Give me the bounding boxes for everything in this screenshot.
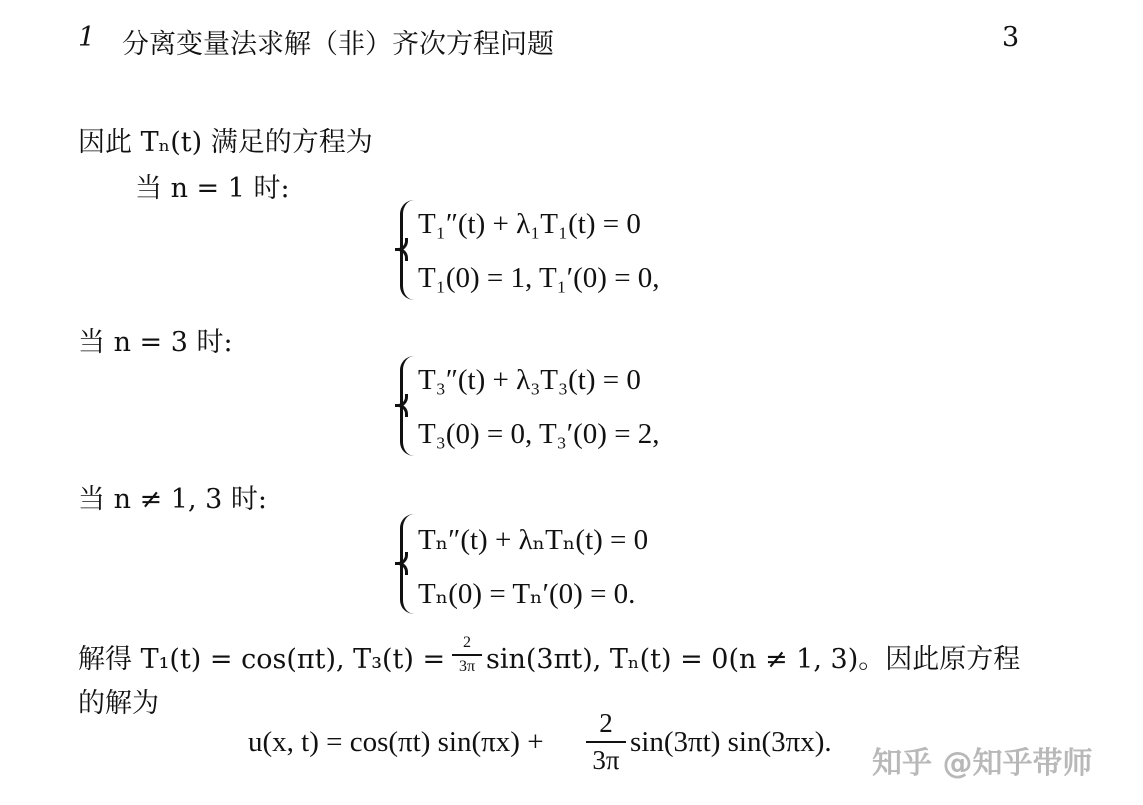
case1-eq2: T₁(0) = 1, T₁′(0) = 0, [418, 262, 660, 294]
solution-suffix: sin(3πt), Tₙ(t) = 0(n ≠ 1, 3)。因此原方程 [486, 644, 1021, 675]
watermark: 知乎 @知乎带师 [872, 746, 1093, 781]
case3-brace [400, 514, 417, 614]
case3-eq2: Tₙ(0) = Tₙ′(0) = 0. [418, 578, 636, 610]
case3-label: 当 n ≠ 1, 3 时: [78, 484, 267, 515]
section-number: 1 [78, 22, 96, 53]
case1-brace [400, 200, 417, 300]
case2-label: 当 n = 3 时: [78, 327, 233, 358]
final-frac-den: 3π [592, 745, 620, 775]
solution-fraction [452, 634, 482, 676]
solution-frac-den: 3π [458, 658, 476, 675]
final-rhs: sin(3πt) sin(3πx). [630, 726, 832, 758]
page-number: 3 [1002, 22, 1020, 53]
solution-prefix: 解得 T₁(t) = cos(πt), T₃(t) = [78, 644, 446, 675]
solution-frac-bar [452, 654, 482, 656]
section-title: 分离变量法求解（非）齐次方程问题 [122, 29, 554, 60]
intro-line: 因此 Tₙ(t) 满足的方程为 [78, 127, 373, 158]
case2-eq2: T₃(0) = 0, T₃′(0) = 2, [418, 418, 660, 450]
final-frac-bar [586, 741, 626, 743]
case3-eq1: Tₙ″(t) + λₙTₙ(t) = 0 [418, 524, 649, 556]
solution-frac-num: 2 [463, 634, 471, 651]
solution-line2: 的解为 [78, 688, 159, 719]
final-lhs: u(x, t) = cos(πt) sin(πx) + [248, 726, 544, 758]
case2-eq1: T₃″(t) + λ₃T₃(t) = 0 [418, 364, 641, 396]
final-frac-num: 2 [599, 708, 613, 738]
case1-eq1: T₁″(t) + λ₁T₁(t) = 0 [418, 208, 641, 240]
case1-label: 当 n = 1 时: [135, 173, 290, 204]
final-fraction [586, 708, 626, 776]
case2-brace [400, 356, 417, 456]
